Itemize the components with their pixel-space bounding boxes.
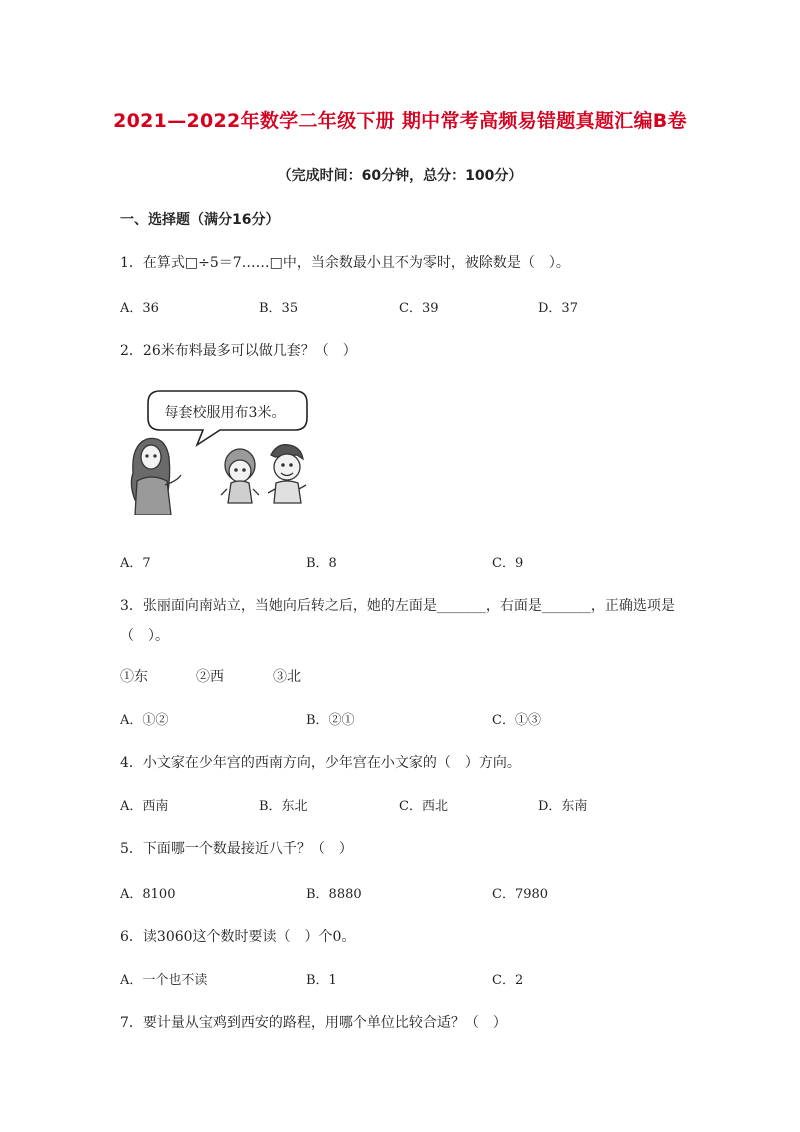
speech-text: 每套校服用布3米。 [164,405,286,421]
q3-option-b[interactable]: B．②① [306,713,355,728]
exam-info: （完成时间：60分钟，总分：100分） [277,168,523,184]
q5-option-a[interactable]: A．8100 [120,887,176,902]
question-3-continued: （ ）。 [120,628,169,644]
q6-option-c[interactable]: C．2 [492,973,524,988]
question-5: 5．下面哪一个数最接近八千？（ ） [120,841,353,857]
q6-option-b[interactable]: B．1 [306,973,337,988]
q2-option-b[interactable]: B．8 [306,556,337,571]
q4-option-d[interactable]: D．东南 [538,799,588,814]
question-7: 7．要计量从宝鸡到西安的路程，用哪个单位比较合适？（ ） [120,1015,507,1031]
girl-figure [221,449,259,503]
q3-option-c[interactable]: C．①③ [492,713,541,728]
q1-option-a[interactable]: A．36 [120,301,159,316]
question-6: 6．读3060这个数时要读（ ）个0。 [120,929,356,945]
q4-option-c[interactable]: C．西北 [399,799,448,814]
section-heading: 一、选择题（满分16分） [120,212,280,228]
question-2-illustration [125,385,315,515]
q3-choice-3: ③北 [273,669,301,685]
q1-option-b[interactable]: B．35 [259,301,299,316]
q5-option-c[interactable]: C．7980 [492,887,549,902]
teacher-figure [131,438,181,515]
question-2: 2．26米布料最多可以做几套？（ ） [120,343,357,359]
q2-option-c[interactable]: C．9 [492,556,524,571]
boy-figure [268,445,306,503]
q6-option-a[interactable]: A．一个也不读 [120,973,208,988]
question-4: 4．小文家在少年宫的西南方向，少年宫在小文家的（ ）方向。 [120,755,521,771]
q5-option-b[interactable]: B．8880 [306,887,362,902]
teacher-students-illustration [125,385,315,515]
question-1: 1．在算式□÷5＝7……□中，当余数最小且不为零时，被除数是（ ）。 [120,255,570,271]
page-title: 2021—2022年数学二年级下册 期中常考高频易错题真题汇编B卷 [113,110,687,132]
q1-option-c[interactable]: C．39 [399,301,439,316]
q4-option-b[interactable]: B．东北 [259,799,308,814]
q3-option-a[interactable]: A．①② [120,713,169,728]
q1-option-d[interactable]: D．37 [538,301,578,316]
q4-option-a[interactable]: A．西南 [120,799,169,814]
q2-option-a[interactable]: A．7 [120,556,151,571]
q3-choice-2: ②西 [196,669,224,685]
question-3: 3．张丽面向南站立，当她向后转之后，她的左面是_______，右面是_______，正确选项是 [120,598,675,614]
q3-choice-1: ①东 [120,669,148,685]
